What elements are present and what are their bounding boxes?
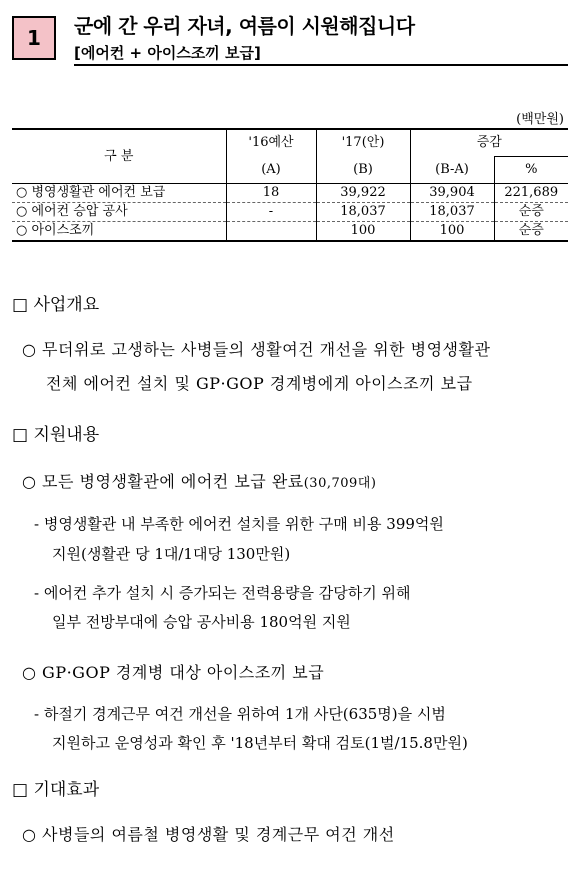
section-heading-effect: □ 기대효과 — [12, 780, 100, 800]
header-budget16-code: (A) — [226, 157, 316, 184]
row-percent: 221,689 — [494, 184, 568, 203]
row-percent: 순증 — [494, 222, 568, 242]
section-number: 1 — [27, 26, 41, 50]
table-row — [12, 203, 568, 222]
page-subtitle: [에어컨 + 아이스조끼 보급] — [74, 44, 261, 62]
row-change: 18,037 — [410, 203, 494, 222]
row-change: 100 — [410, 222, 494, 242]
overview-bullet-line2: 전체 에어컨 설치 및 GP·GOP 경계병에게 아이스조끼 보급 — [46, 374, 473, 393]
row-budget16 — [226, 222, 316, 242]
support-sub-2-line2: 일부 전방부대에 승압 공사비용 180억원 지원 — [52, 613, 351, 631]
table-unit: (백만원) — [516, 112, 564, 127]
header-percent: % — [494, 157, 568, 184]
header-budget16: '16예산 — [226, 129, 316, 157]
header-change: 증감 — [410, 129, 568, 157]
row-budget17: 18,037 — [316, 203, 410, 222]
table-row — [12, 222, 568, 242]
header-category: 구 분 — [12, 129, 226, 184]
row-percent: 순증 — [494, 203, 568, 222]
row-budget16: 18 — [226, 184, 316, 203]
row-budget16: - — [226, 203, 316, 222]
header-budget17-code: (B) — [316, 157, 410, 184]
row-change: 39,904 — [410, 184, 494, 203]
support-bullet-1 — [22, 469, 376, 492]
row-budget17: 39,922 — [316, 184, 410, 203]
support-sub-1-line2: 지원(생활관 당 1대/1대당 130만원) — [52, 545, 291, 563]
support-bullet-1-note: (30,709대) — [303, 476, 377, 491]
page-title: 군에 간 우리 자녀, 여름이 시원해집니다 — [74, 14, 415, 38]
support-sub-3-line2: 지원하고 운영성과 확인 후 '18년부터 확대 검토(1벌/15.8만원) — [52, 734, 468, 752]
header-budget17: '17(안) — [316, 129, 410, 157]
section-number-badge — [12, 16, 56, 60]
section-heading-overview: □ 사업개요 — [12, 295, 100, 315]
title-underline — [74, 64, 568, 66]
table-row — [12, 184, 568, 203]
section-heading-support: □ 지원내용 — [12, 425, 100, 445]
support-sub-3-line1: - 하절기 경계근무 여건 개선을 위하여 1개 사단(635명)을 시범 — [34, 705, 446, 723]
support-bullet-1-main: ○ 모든 병영생활관에 에어컨 보급 완료 — [22, 472, 304, 491]
effect-bullet: ○ 사병들의 여름철 병영생활 및 경계근무 여건 개선 — [22, 825, 395, 844]
header-change-code: (B-A) — [410, 157, 494, 184]
row-item: ○ 아이스조끼 — [16, 223, 95, 238]
support-bullet-2: ○ GP·GOP 경계병 대상 아이스조끼 보급 — [22, 663, 325, 682]
row-item: ○ 에어컨 승압 공사 — [12, 203, 226, 222]
row-item: ○ 병영생활관 에어컨 보급 — [12, 184, 226, 203]
support-sub-1-line1: - 병영생활관 내 부족한 에어컨 설치를 위한 구매 비용 399억원 — [34, 515, 444, 533]
support-sub-2-line1: - 에어컨 추가 설치 시 증가되는 전력용량을 감당하기 위해 — [34, 584, 411, 602]
budget-table — [12, 128, 568, 242]
row-budget17: 100 — [316, 222, 410, 242]
overview-bullet-line1: ○ 무더위로 고생하는 사병들의 생활여건 개선을 위한 병영생활관 — [22, 340, 491, 359]
